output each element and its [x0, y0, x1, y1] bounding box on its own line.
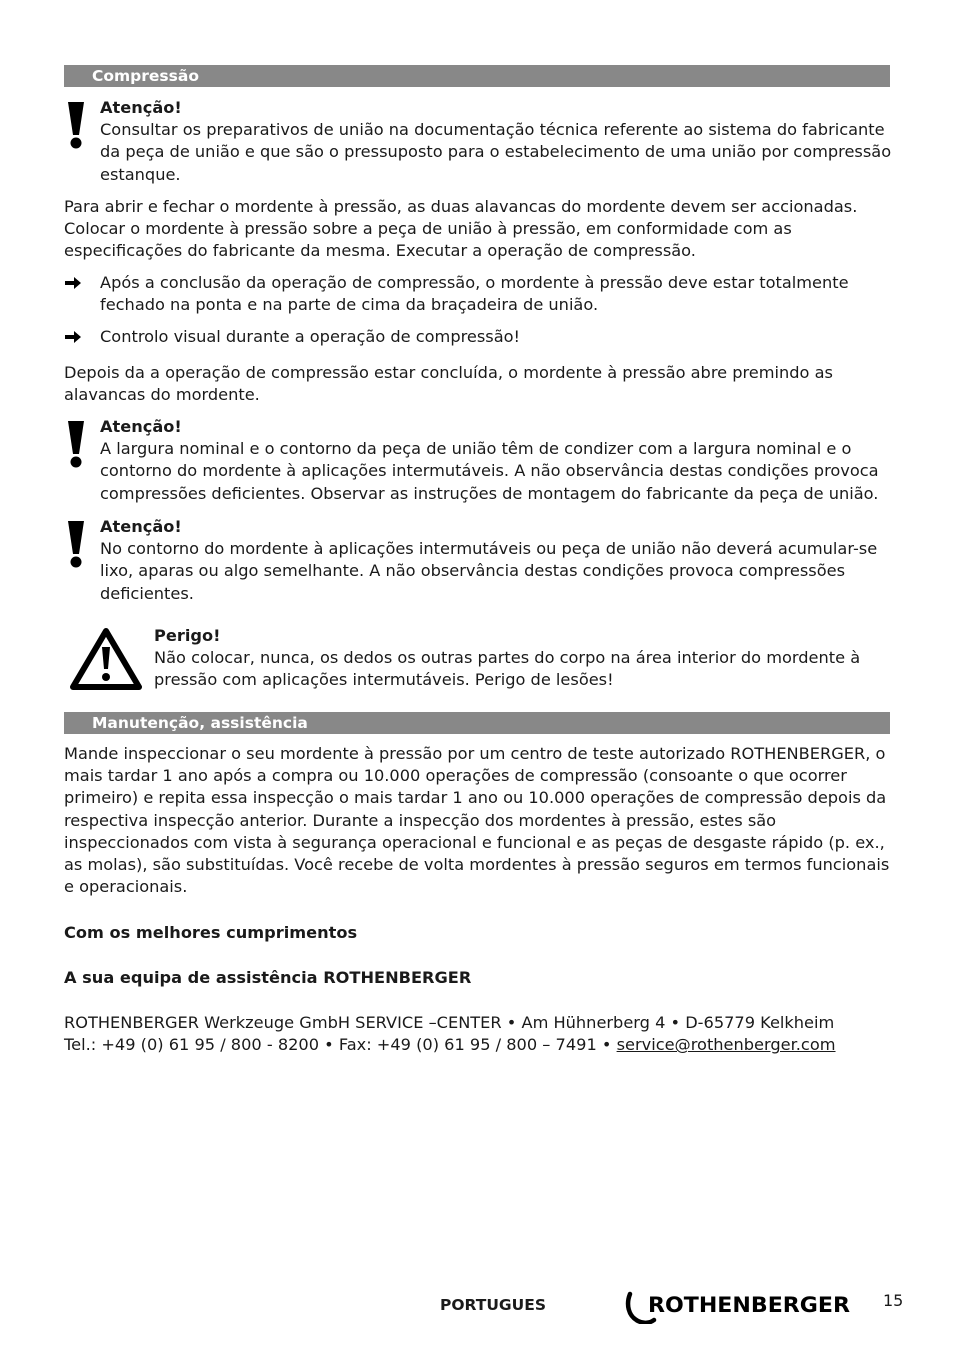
section-header-compression: [64, 65, 890, 87]
email-link[interactable]: service@rothenberger.com: [616, 1035, 836, 1055]
closing-greeting: Com os melhores cumprimentos: [64, 923, 358, 942]
exclamation-icon: [64, 518, 88, 568]
exclamation-icon: [64, 418, 88, 468]
note-text: A largura nominal e o contorno da peça de união têm de condizer com a largura nominal e o contorno do mordente à aplicações intermutáveis. A não observância destas condições provoca compressões deficientes. Observar as instruções de montagem do fabricante da peça de união.: [100, 439, 879, 503]
paragraph-open-close: Para abrir e fechar o mordente à pressão, as duas alavancas do mordente devem ser accionadas. Colocar o mordente à pressão sobre a peça de união à pressão, em conformidade com as especificações do fabricante da mesma. Executar a operação de compressão.: [64, 197, 858, 261]
paragraph-after-compression: Depois da a operação de compressão estar concluída, o mordente à pressão abre premindo as alavancas do mordente.: [64, 363, 833, 405]
note-text: Consultar os preparativos de união na documentação técnica referente ao sistema do fabricante da peça de união e que são o pressuposto para o estabelecimento de uma união por compressão estanque.: [100, 120, 892, 184]
maintenance-paragraph: Mande inspeccionar o seu mordente à pressão por um centro de teste autorizado ROTHENBERGER, o mais tardar 1 ano após a compra ou 10.000 operações de compressão (consoante o que ocorrer primeiro) e repita essa inspecção o mais tardar 1 ano ou 10.000 operações de compressão depois da respectiva inspecção anterior. Durante a inspecção dos mordentes à pressão, estes são inspeccionados com vista à segurança operacional e funcional e as peças de desgaste rápido (p. ex., as molas), são substituídas. Você recebe de volta mordentes à pressão seguros em termos funcionais e operacionais.: [64, 744, 890, 897]
section-header-maintenance: [64, 712, 890, 734]
note-title: Atenção!: [100, 417, 182, 436]
bullet-text: Após a conclusão da operação de compressão, o mordente à pressão deve estar totalmente fechado na ponta e na parte de cima da braçadeira de união.: [100, 273, 849, 315]
brand-wordmark: ROTHENBERGER: [648, 1293, 850, 1317]
danger-text: Não colocar, nunca, os dedos os outras partes do corpo na área interior do mordente à pressão com aplicações intermutáveis. Perigo de lesões!: [154, 648, 861, 690]
note-title: Atenção!: [100, 98, 182, 117]
section-title: Manutenção, assistência: [92, 714, 308, 732]
closing-team: A sua equipa de assistência ROTHENBERGER: [64, 968, 472, 987]
rothenberger-logo: [624, 1290, 852, 1324]
address-line: ROTHENBERGER Werkzeuge GmbH SERVICE –CENTER • Am Hühnerberg 4 • D-65779 Kelkheim: [64, 1013, 835, 1032]
contact-line: [64, 1034, 890, 1056]
danger-title: Perigo!: [154, 626, 221, 645]
phone-fax-text: Tel.: +49 (0) 61 95 / 800 - 8200 • Fax: +49 (0) 61 95 / 800 – 7491 •: [64, 1035, 617, 1055]
note-text: No contorno do mordente à aplicações intermutáveis ou peça de união não deverá acumular-se lixo, aparas ou algo semelhante. A não observância destas condições provoca compressões deficientes.: [100, 539, 878, 603]
section-title: Compressão: [92, 67, 199, 85]
warning-triangle-icon: [70, 627, 142, 691]
footer-language: PORTUGUES: [440, 1296, 546, 1314]
note-title: Atenção!: [100, 517, 182, 536]
arrow-right-icon: [64, 330, 82, 344]
arrow-right-icon: [64, 276, 82, 290]
exclamation-icon: [64, 99, 88, 149]
page-number: 15: [883, 1291, 904, 1310]
bullet-text: Controlo visual durante a operação de compressão!: [100, 327, 521, 346]
address-block: [64, 1012, 890, 1056]
